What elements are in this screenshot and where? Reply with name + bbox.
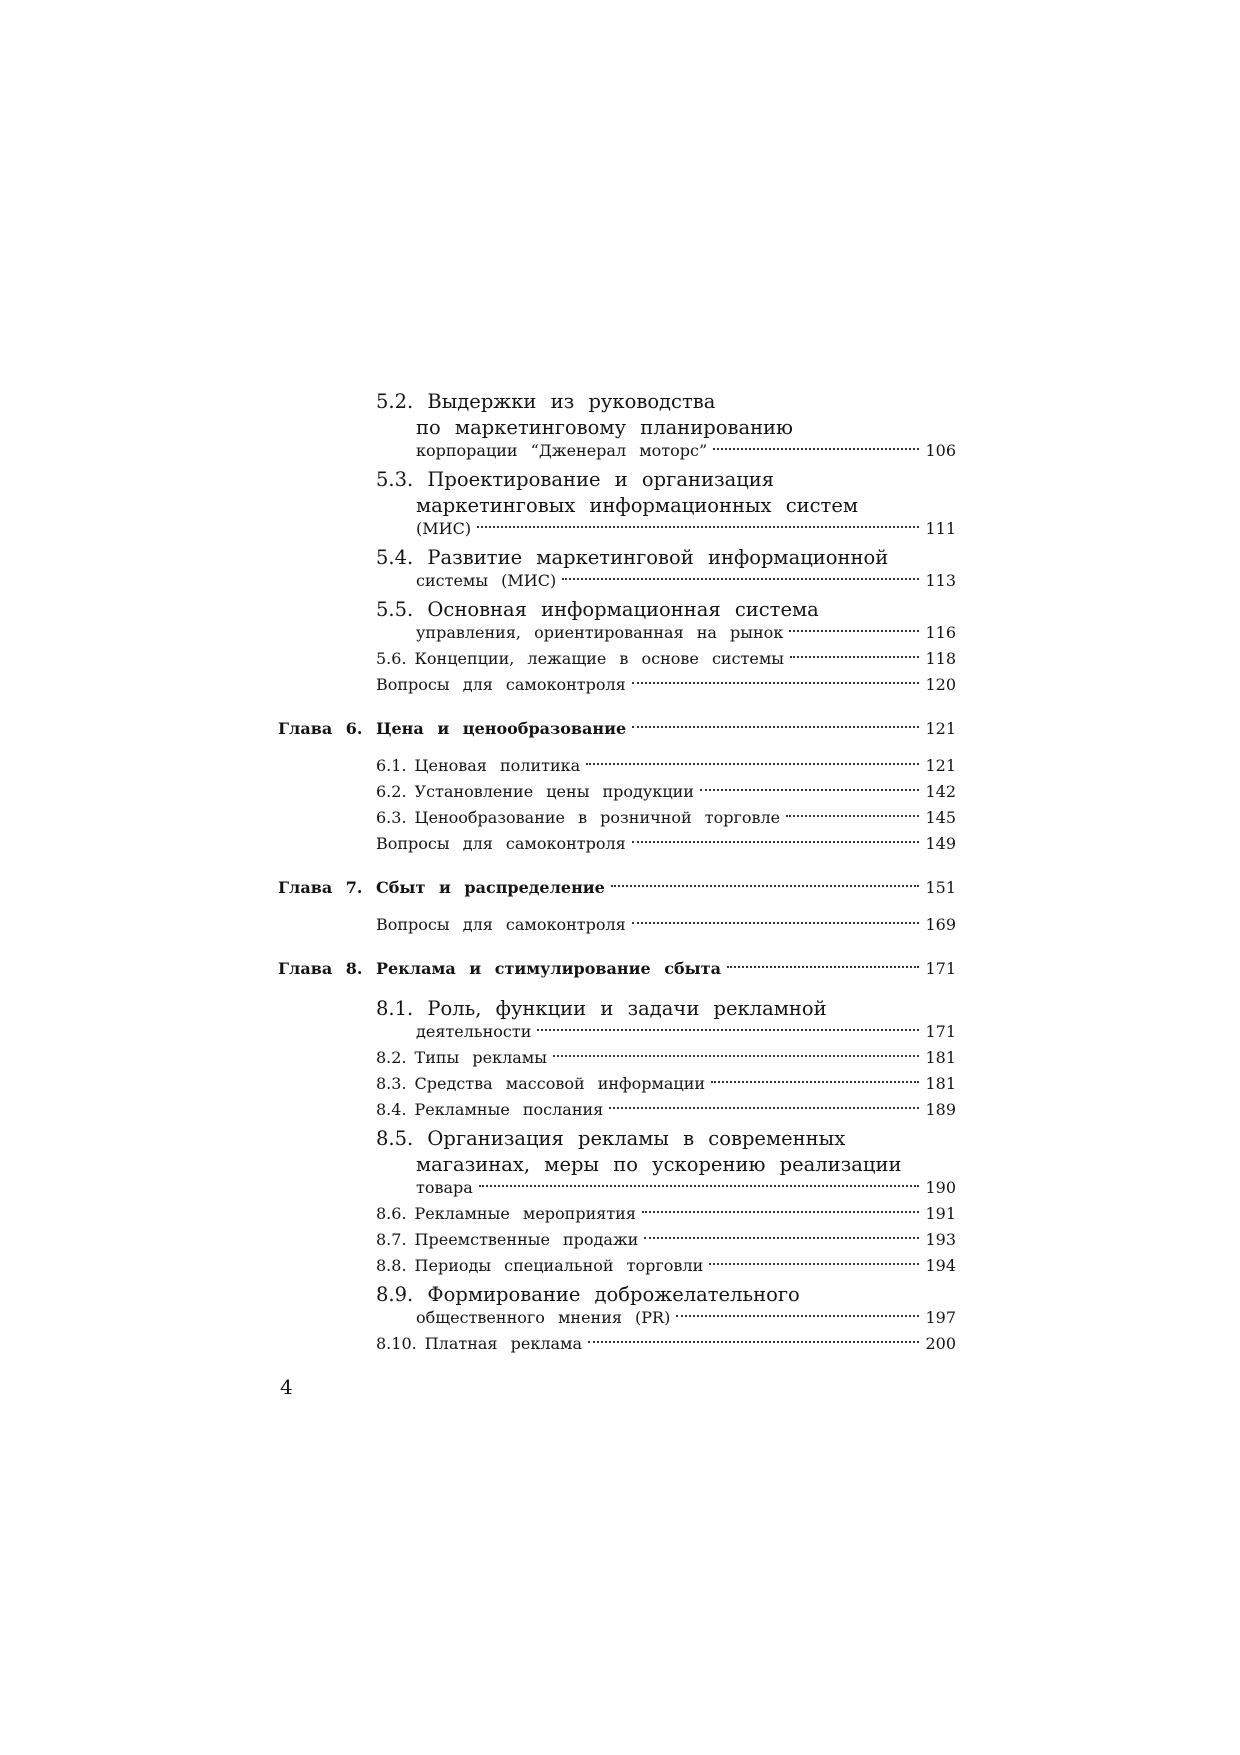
toc-entry-8-5[interactable] bbox=[376, 1126, 845, 1152]
section-number: 6.2. bbox=[376, 782, 407, 801]
toc-chapter-8[interactable] bbox=[278, 959, 956, 985]
page-number: 4 bbox=[280, 1375, 293, 1399]
dot-leader bbox=[713, 448, 919, 450]
dot-leader bbox=[642, 1211, 920, 1213]
section-number: 5.4. bbox=[376, 546, 414, 569]
toc-entry-8-9[interactable] bbox=[376, 1282, 800, 1308]
toc-entry-5-3-last bbox=[416, 519, 956, 545]
section-number: 8.10. bbox=[376, 1334, 417, 1353]
page-ref: 193 bbox=[925, 1230, 956, 1249]
section-title-line-1: Проектирование и организация bbox=[427, 468, 775, 491]
section-title: Периоды специальной торговли bbox=[414, 1256, 704, 1275]
dot-leader bbox=[611, 885, 920, 887]
dot-leader bbox=[632, 922, 920, 924]
section-title: Концепции, лежащие в основе системы bbox=[414, 649, 785, 668]
page-ref: 111 bbox=[925, 519, 956, 538]
chapter-title: Глава 6. Цена и ценообразование bbox=[278, 719, 627, 738]
dot-leader bbox=[789, 630, 919, 632]
section-number: 8.9. bbox=[376, 1283, 414, 1306]
section-number: 6.3. bbox=[376, 808, 407, 827]
section-title-line-2: управления, ориентированная на рынок bbox=[416, 623, 784, 642]
toc-entry-8-7[interactable] bbox=[376, 1230, 956, 1256]
section-number: 8.7. bbox=[376, 1230, 407, 1249]
toc-chapter-7[interactable] bbox=[278, 878, 956, 904]
page-ref: 142 bbox=[925, 782, 956, 801]
dot-leader bbox=[786, 815, 919, 817]
toc-entry-8-5-cont bbox=[416, 1152, 901, 1178]
dot-leader bbox=[632, 682, 920, 684]
toc-entry-5-4[interactable] bbox=[376, 545, 888, 571]
section-title-line-2: маркетинговых информационных систем bbox=[416, 494, 859, 517]
page-ref: 151 bbox=[925, 878, 956, 897]
section-title: Рекламные послания bbox=[414, 1100, 604, 1119]
toc-entry-6-1[interactable] bbox=[376, 756, 956, 782]
toc-entry-questions-6[interactable] bbox=[376, 834, 956, 860]
page-ref: 191 bbox=[925, 1204, 956, 1223]
section-title: Вопросы для самоконтроля bbox=[376, 675, 626, 694]
toc-entry-5-6[interactable] bbox=[376, 649, 956, 675]
dot-leader bbox=[609, 1107, 919, 1109]
toc-entry-6-2[interactable] bbox=[376, 782, 956, 808]
page-ref: 121 bbox=[925, 719, 956, 738]
section-title: Преемственные продажи bbox=[414, 1230, 639, 1249]
toc-entry-5-2-last bbox=[416, 441, 956, 467]
section-title-line-3: (МИС) bbox=[416, 519, 472, 538]
page-ref: 181 bbox=[925, 1074, 956, 1093]
toc-entry-8-2[interactable] bbox=[376, 1048, 956, 1074]
toc-entry-8-6[interactable] bbox=[376, 1204, 956, 1230]
page-ref: 118 bbox=[925, 649, 956, 668]
toc-entry-questions-5[interactable] bbox=[376, 675, 956, 701]
toc-entry-6-3[interactable] bbox=[376, 808, 956, 834]
section-number: 6.1. bbox=[376, 756, 407, 775]
section-title: Типы рекламы bbox=[414, 1048, 547, 1067]
page-ref: 116 bbox=[925, 623, 956, 642]
page-ref: 189 bbox=[925, 1100, 956, 1119]
section-number: 8.8. bbox=[376, 1256, 407, 1275]
page-ref: 181 bbox=[925, 1048, 956, 1067]
page-ref: 169 bbox=[925, 915, 956, 934]
toc-entry-8-1[interactable] bbox=[376, 996, 827, 1022]
toc-entry-8-5-last bbox=[416, 1178, 956, 1204]
dot-leader bbox=[477, 526, 919, 528]
dot-leader bbox=[632, 841, 920, 843]
toc-entry-8-8[interactable] bbox=[376, 1256, 956, 1282]
toc-entry-5-5-last bbox=[416, 623, 956, 649]
dot-leader bbox=[727, 966, 920, 968]
dot-leader bbox=[562, 578, 919, 580]
dot-leader bbox=[676, 1315, 919, 1317]
section-title: Установление цены продукции bbox=[414, 782, 694, 801]
section-title-line-1: Выдержки из руководства bbox=[427, 390, 716, 413]
page-ref: 121 bbox=[925, 756, 956, 775]
section-number: 8.6. bbox=[376, 1204, 407, 1223]
section-number: 5.5. bbox=[376, 598, 414, 621]
toc-entry-5-5[interactable] bbox=[376, 597, 819, 623]
dot-leader bbox=[644, 1237, 919, 1239]
section-title: Средства массовой информации bbox=[414, 1074, 706, 1093]
section-title-line-1: Роль, функции и задачи рекламной bbox=[427, 997, 827, 1020]
page-ref: 113 bbox=[925, 571, 956, 590]
dot-leader bbox=[709, 1263, 919, 1265]
toc-entry-8-9-last bbox=[416, 1308, 956, 1334]
section-title: Вопросы для самоконтроля bbox=[376, 834, 626, 853]
chapter-title: Глава 7. Сбыт и распределение bbox=[278, 878, 605, 897]
dot-leader bbox=[479, 1185, 920, 1187]
page-ref: 149 bbox=[925, 834, 956, 853]
section-number: 8.2. bbox=[376, 1048, 407, 1067]
dot-leader bbox=[700, 789, 920, 791]
section-number: 8.5. bbox=[376, 1127, 414, 1150]
dot-leader bbox=[537, 1029, 919, 1031]
section-title-line-1: Основная информационная система bbox=[427, 598, 819, 621]
page-ref: 145 bbox=[925, 808, 956, 827]
toc-entry-5-3-cont bbox=[416, 493, 858, 519]
section-title-line-3: товара bbox=[416, 1178, 473, 1197]
section-title-line-2: системы (МИС) bbox=[416, 571, 557, 590]
dot-leader bbox=[588, 1341, 919, 1343]
dot-leader bbox=[711, 1081, 919, 1083]
page-ref: 171 bbox=[925, 1022, 956, 1041]
page-ref: 120 bbox=[925, 675, 956, 694]
dot-leader bbox=[790, 656, 919, 658]
section-title-line-2: по маркетинговому планированию bbox=[416, 416, 794, 439]
section-title-line-3: корпорации “Дженерал моторс” bbox=[416, 441, 708, 460]
page-ref: 106 bbox=[925, 441, 956, 460]
section-title-line-2: общественного мнения (PR) bbox=[416, 1308, 671, 1327]
section-title: Ценовая политика bbox=[414, 756, 581, 775]
chapter-title: Глава 8. Реклама и стимулирование сбыта bbox=[278, 959, 721, 978]
section-number: 8.1. bbox=[376, 997, 414, 1020]
section-number: 8.4. bbox=[376, 1100, 407, 1119]
section-number: 5.3. bbox=[376, 468, 414, 491]
section-title: Вопросы для самоконтроля bbox=[376, 915, 626, 934]
section-title-line-1: Организация рекламы в современных bbox=[427, 1127, 846, 1150]
toc-entry-8-4[interactable] bbox=[376, 1100, 956, 1126]
section-title: Рекламные мероприятия bbox=[414, 1204, 636, 1223]
dot-leader bbox=[586, 763, 919, 765]
toc-entry-8-10[interactable] bbox=[376, 1334, 956, 1360]
toc-entry-5-4-last bbox=[416, 571, 956, 597]
section-number: 5.2. bbox=[376, 390, 414, 413]
page-ref: 197 bbox=[925, 1308, 956, 1327]
section-title-line-1: Развитие маркетинговой информационной bbox=[427, 546, 889, 569]
section-title-line-2: магазинах, меры по ускорению реализации bbox=[416, 1153, 902, 1176]
toc-entry-8-1-last bbox=[416, 1022, 956, 1048]
toc-chapter-6[interactable] bbox=[278, 719, 956, 745]
section-title-line-2: деятельности bbox=[416, 1022, 532, 1041]
page-ref: 190 bbox=[925, 1178, 956, 1197]
dot-leader bbox=[632, 726, 919, 728]
section-title-line-1: Формирование доброжелательного bbox=[427, 1283, 800, 1306]
section-title: Платная реклама bbox=[424, 1334, 583, 1353]
page-ref: 171 bbox=[925, 959, 956, 978]
section-number: 5.6. bbox=[376, 649, 407, 668]
section-number: 8.3. bbox=[376, 1074, 407, 1093]
section-title: Ценообразование в розничной торговле bbox=[414, 808, 781, 827]
toc-entry-5-2-cont bbox=[416, 415, 793, 441]
toc-entry-questions-7[interactable] bbox=[376, 915, 956, 941]
toc-entry-5-2[interactable] bbox=[376, 389, 715, 415]
toc-entry-5-3[interactable] bbox=[376, 467, 774, 493]
dot-leader bbox=[553, 1055, 920, 1057]
toc-entry-8-3[interactable] bbox=[376, 1074, 956, 1100]
page-ref: 194 bbox=[925, 1256, 956, 1275]
page-ref: 200 bbox=[925, 1334, 956, 1353]
